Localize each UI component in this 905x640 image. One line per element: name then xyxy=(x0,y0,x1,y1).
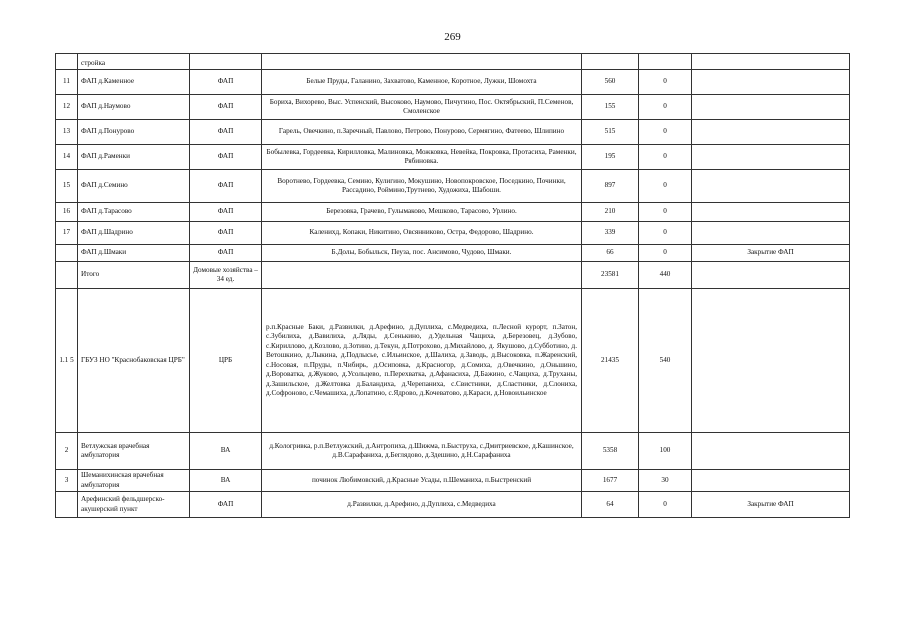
facility-name: ФАП д.Шмаки xyxy=(78,245,190,262)
added-value: 0 xyxy=(639,203,692,222)
note-value xyxy=(692,70,850,95)
population-value: 560 xyxy=(582,70,639,95)
added-value xyxy=(639,54,692,70)
page-number: 269 xyxy=(444,31,461,43)
row-number: 15 xyxy=(56,170,78,203)
villages-list: Белые Пруды, Галанино, Захватово, Каменное, Коротное, Лужки, Шомохта xyxy=(262,70,582,95)
facility-name: Арефинский фельдшерско-акушерский пункт xyxy=(78,492,190,518)
villages-list: Березовка, Грачево, Гулымаково, Мешково, Тарасово, Урлино. xyxy=(262,203,582,222)
population-value: 21435 xyxy=(582,289,639,433)
note-value xyxy=(692,203,850,222)
added-value: 100 xyxy=(639,433,692,470)
facility-name: ФАП д.Семино xyxy=(78,170,190,203)
facility-type xyxy=(190,54,262,70)
villages-list: починок Любимовский, д.Красные Усады, п.Шеманиха, п.Быстренский xyxy=(262,470,582,492)
facility-type: ВА xyxy=(190,470,262,492)
table-row xyxy=(56,120,850,145)
population-value: 5358 xyxy=(582,433,639,470)
villages-list: Бобылевка, Гордеевка, Кирилловка, Малиновка, Можковка, Невейка, Покровка, Протасиха, Раменки, Рябиновка. xyxy=(262,145,582,170)
added-value: 0 xyxy=(639,70,692,95)
population-value: 339 xyxy=(582,222,639,245)
note-value xyxy=(692,120,850,145)
note-value xyxy=(692,262,850,289)
villages-list: д.Развилки, д.Арефино, д.Дуплиха, с.Медведиха xyxy=(262,492,582,518)
villages-list: р.п.Красные Баки, д.Развилки, д.Арефино, д.Дуплиха, с.Медведиха, п.Лесной курорт, п.Затон, с.Зубилиха, д.Вавилиха, д.Ляды, д.Сенькино, д.Удельная Чащиха, д.Березовец, д.Зубово, с.Кириллово, д.Козлово, д.Зотино, д.Текун, д.Потрохово, д.Михайлово, д. Якушово, д.Субботино, д. Ветошкино, д.Лыкина, д.Подлысье, с.Ильинское, д.Шалиха, д.Заводь, д.Высоковка, п.Жаренский, с.Носовая, п.Пруды, п.Чибирь, д.Осиповка, д.Красногор, д.Сомиха, д.Овечкино, д.Оньшино, д.Вороватка, д.Жуково, д.Усольцево, п.Перехватка, д.Афанасиха, Д.Бажино, с.Чащиха, д.Труханы, д.Зашильское, д.Желтовка д.Баландиха, д.Черепаниха, с.Свистники, д.Сластники, д.Слониха, д.Софроново, с.Чемашиха, д.Лопатино, с.Ядрово, д.Кочеватово, д.Караси, д.Новоильинское xyxy=(262,289,582,433)
table-row xyxy=(56,203,850,222)
added-value: 540 xyxy=(639,289,692,433)
villages-list: Гарель, Овечкино, п.Заречный, Павлово, Петрово, Понурово, Сермягино, Фатеево, Шлипино xyxy=(262,120,582,145)
facility-name: ФАП д.Каменное xyxy=(78,70,190,95)
table-row xyxy=(56,70,850,95)
row-number xyxy=(56,492,78,518)
villages-list: Воротнево, Гордеевка, Семино, Кулигино, Мокушино, Новопокровское, Поседкино, Починки, Рассадино, Роймино,Трутнево, Художиха, Шабоши. xyxy=(262,170,582,203)
facility-name: ФАП д.Наумово xyxy=(78,95,190,120)
facility-name: Шеманихинская врачебная амбулатория xyxy=(78,470,190,492)
facility-type: ФАП xyxy=(190,145,262,170)
population-value: 23581 xyxy=(582,262,639,289)
note-value xyxy=(692,145,850,170)
row-number: 17 xyxy=(56,222,78,245)
facility-name: ФАП д.Тарасово xyxy=(78,203,190,222)
note-value xyxy=(692,170,850,203)
added-value: 0 xyxy=(639,222,692,245)
facility-name: ФАП д.Понурово xyxy=(78,120,190,145)
facility-type: ВА xyxy=(190,433,262,470)
facility-type: ФАП xyxy=(190,245,262,262)
added-value: 0 xyxy=(639,120,692,145)
added-value: 0 xyxy=(639,170,692,203)
population-value: 195 xyxy=(582,145,639,170)
population-value: 1677 xyxy=(582,470,639,492)
population-value: 210 xyxy=(582,203,639,222)
table-row xyxy=(56,222,850,245)
facility-name: ФАП д.Раменки xyxy=(78,145,190,170)
population-value: 515 xyxy=(582,120,639,145)
table-row xyxy=(56,54,850,70)
note-value xyxy=(692,54,850,70)
table-row xyxy=(56,170,850,203)
facility-type: ФАП xyxy=(190,70,262,95)
added-value: 30 xyxy=(639,470,692,492)
villages-list xyxy=(262,54,582,70)
villages-list: Каленихд, Копаки, Никитино, Овсянниково, Острa, Федорово, Шадрино. xyxy=(262,222,582,245)
villages-list: д.Кологривка, р.п.Ветлужский, д.Антропиха, д.Шижма, п.Быструха, с.Дмитриевское, д.Кашинское, д.В.Сарафаниха, д.Беглядово, д.Здешино, д.Н.Сарафаниха xyxy=(262,433,582,470)
note-value: Закрытие ФАП xyxy=(692,492,850,518)
added-value: 0 xyxy=(639,245,692,262)
facility-type: ФАП xyxy=(190,120,262,145)
table-row xyxy=(56,245,850,262)
villages-list xyxy=(262,262,582,289)
added-value: 0 xyxy=(639,145,692,170)
facility-name: ФАП д.Шадрино xyxy=(78,222,190,245)
facility-name: Итого xyxy=(78,262,190,289)
note-value xyxy=(692,95,850,120)
note-value xyxy=(692,289,850,433)
facility-type: ЦРБ xyxy=(190,289,262,433)
facility-type: ФАП xyxy=(190,492,262,518)
population-value: 64 xyxy=(582,492,639,518)
table-row xyxy=(56,262,850,289)
row-number: 1.1 5 xyxy=(56,289,78,433)
villages-list: Бориха, Вихорево, Выс. Успенский, Высоково, Наумово, Пичугино, Пос. Октябрьский, П.Семенов, Смоленское xyxy=(262,95,582,120)
facility-name: ГБУЗ НО "Краснобаковская ЦРБ" xyxy=(78,289,190,433)
note-value xyxy=(692,222,850,245)
added-value: 0 xyxy=(639,95,692,120)
row-number: 11 xyxy=(56,70,78,95)
facility-type: Домовые хозяйства – 34 ед. xyxy=(190,262,262,289)
table-row xyxy=(56,289,850,433)
table-row xyxy=(56,145,850,170)
row-number: 16 xyxy=(56,203,78,222)
row-number: 3 xyxy=(56,470,78,492)
facility-type: ФАП xyxy=(190,203,262,222)
row-number xyxy=(56,54,78,70)
population-value: 155 xyxy=(582,95,639,120)
fap-table xyxy=(55,53,850,518)
population-value xyxy=(582,54,639,70)
table-row xyxy=(56,470,850,492)
facility-type: ФАП xyxy=(190,170,262,203)
row-number xyxy=(56,245,78,262)
facility-type: ФАП xyxy=(190,222,262,245)
villages-list: Б.Долы, Бобыльск, Пеуза, пос. Ансимово, Чудово, Шмаки. xyxy=(262,245,582,262)
note-value: Закрытие ФАП xyxy=(692,245,850,262)
added-value: 440 xyxy=(639,262,692,289)
row-number xyxy=(56,262,78,289)
row-number: 13 xyxy=(56,120,78,145)
population-value: 897 xyxy=(582,170,639,203)
row-number: 12 xyxy=(56,95,78,120)
facility-name: Ветлужская врачебная амбулатория xyxy=(78,433,190,470)
note-value xyxy=(692,433,850,470)
row-number: 14 xyxy=(56,145,78,170)
facility-type: ФАП xyxy=(190,95,262,120)
table-row xyxy=(56,95,850,120)
table-row xyxy=(56,492,850,518)
note-value xyxy=(692,470,850,492)
facility-name: стройка xyxy=(78,54,190,70)
row-number: 2 xyxy=(56,433,78,470)
added-value: 0 xyxy=(639,492,692,518)
table-row xyxy=(56,433,850,470)
population-value: 66 xyxy=(582,245,639,262)
